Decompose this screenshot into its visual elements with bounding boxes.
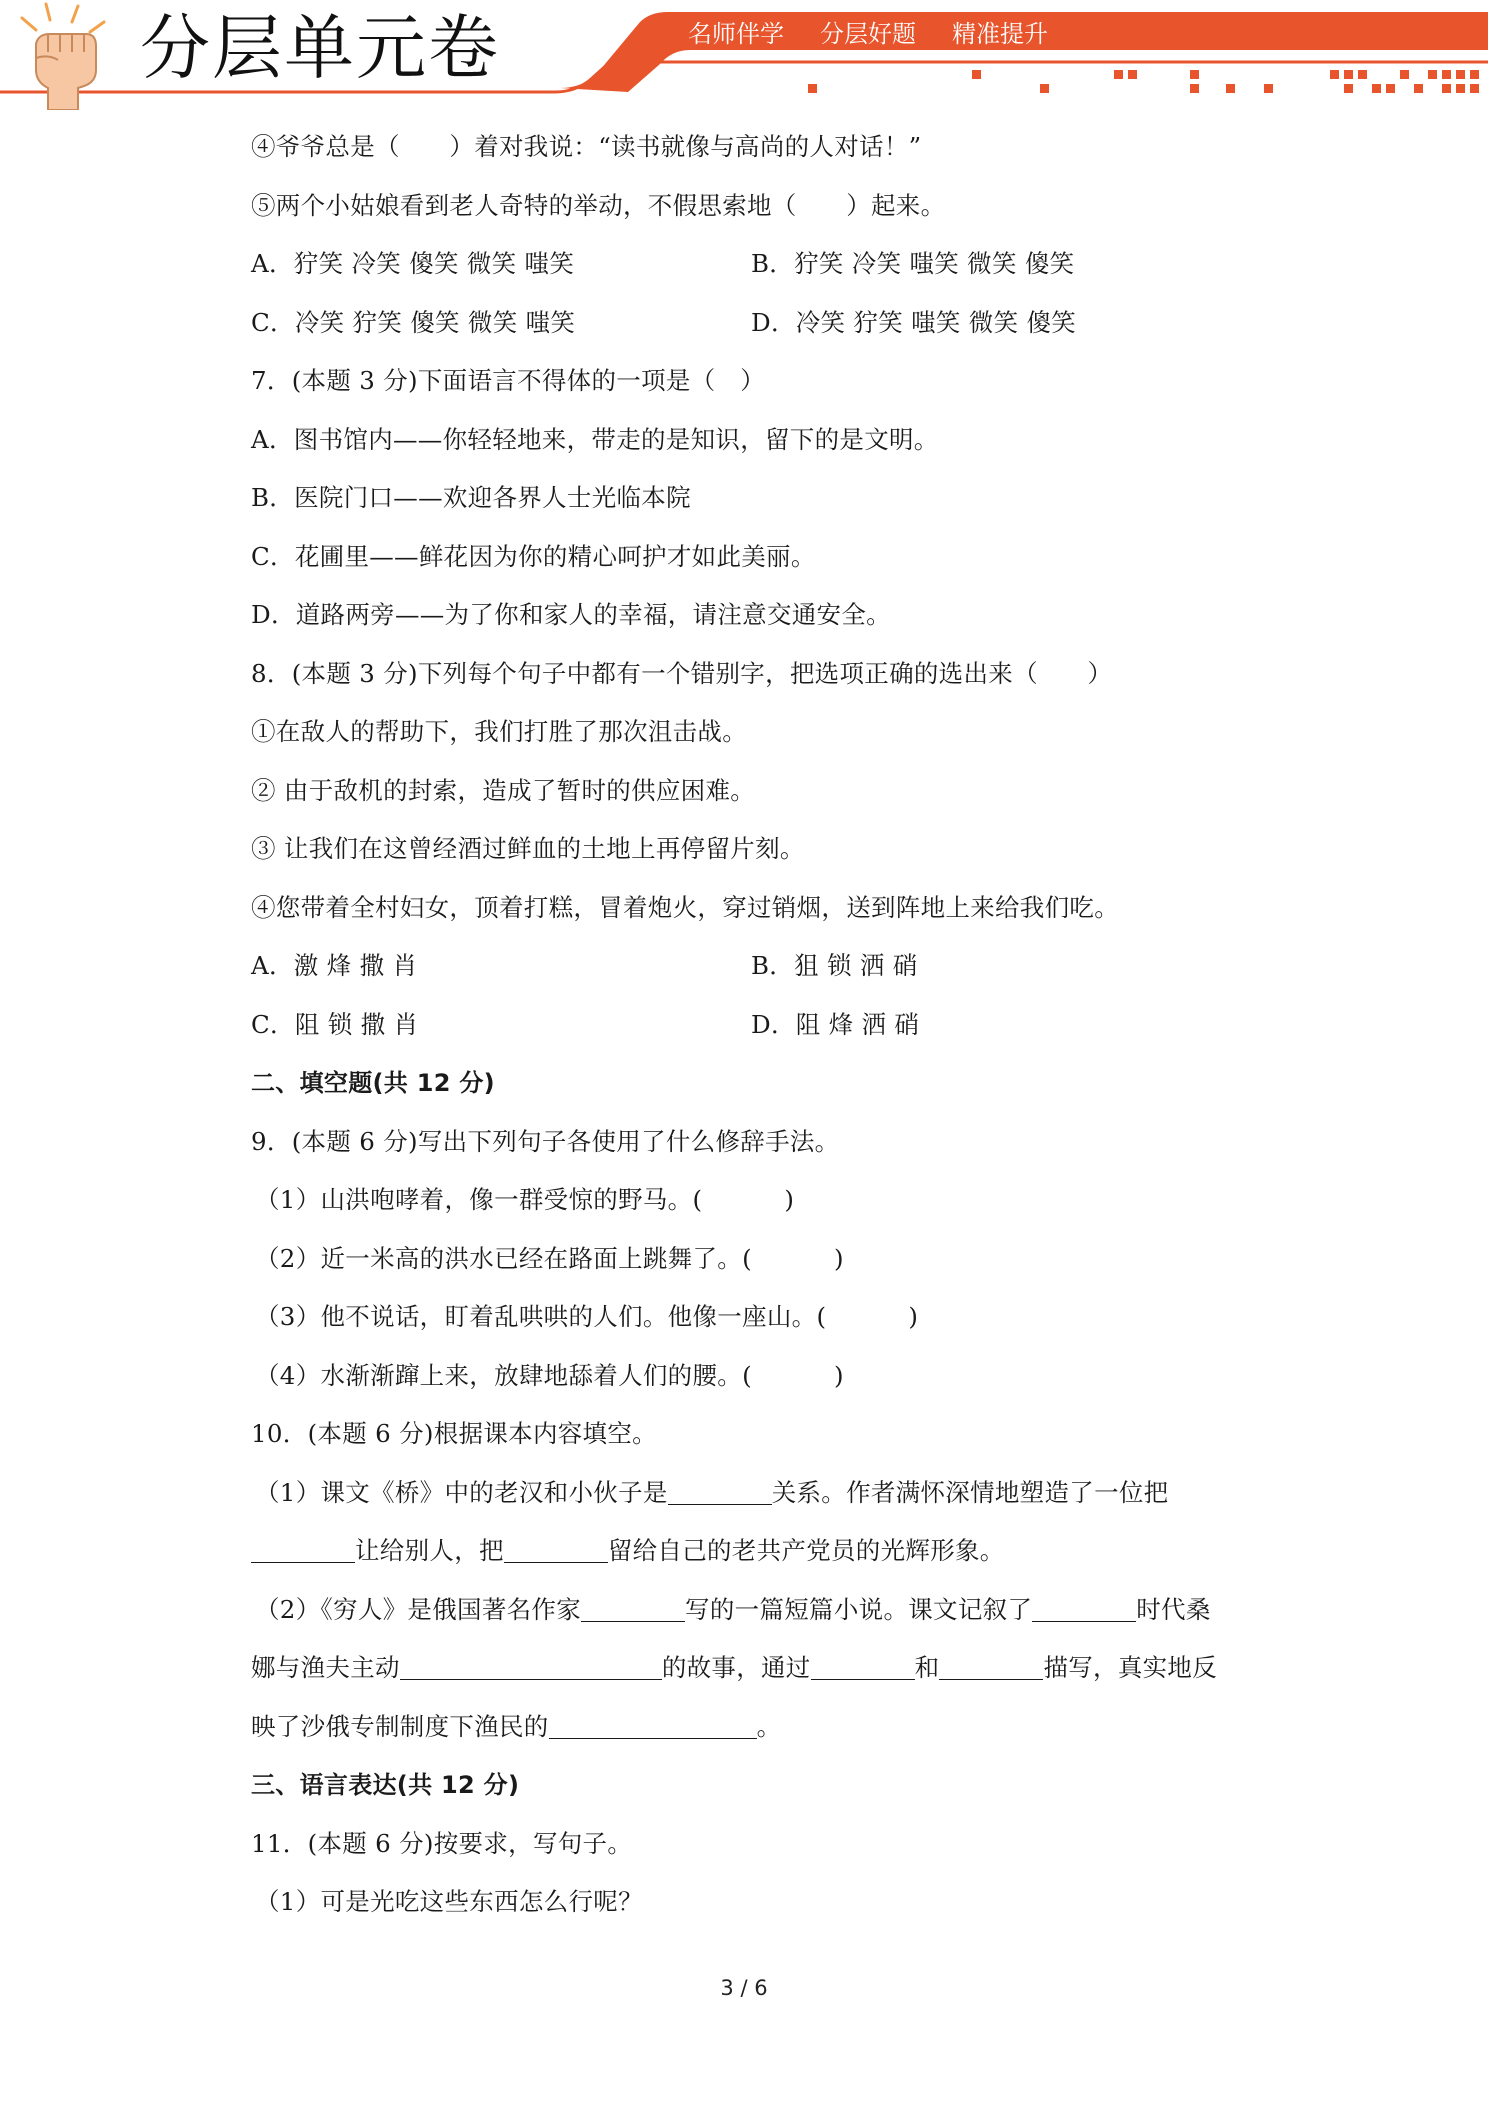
header-banner [0,0,1488,110]
q6-options-cd [251,294,1251,353]
q6-option-a[interactable]: A．狞笑 冷笑 傻笑 微笑 嗤笑 [251,249,575,278]
q10-2-text-g: 描写，真实地反 [1043,1653,1218,1682]
close-paren: ) [833,1243,844,1273]
q8-stem: 8．(本题 3 分)下列每个句子中都有一个错别字，把选项正确的选出来（ ） [251,658,1113,688]
q9-stem: 9．(本题 6 分)写出下列句子各使用了什么修辞手法。 [251,1126,840,1156]
q10-1-blank-1[interactable] [668,1480,772,1505]
q7-option-c[interactable]: C．花圃里——鲜花因为你的精心呵护才如此美丽。 [251,541,816,571]
q10-item-1-line-2 [251,1522,1251,1581]
q10-2-blank-4[interactable] [811,1655,915,1680]
q7-option-a[interactable]: A．图书馆内——你轻轻地来，带走的是知识，留下的是文明。 [251,424,939,454]
q10-item-1-line-1 [251,1464,1251,1523]
q7-option-b[interactable]: B．医院门口——欢迎各界人士光临本院 [251,483,691,512]
q8-option-d[interactable]: D．阻 烽 洒 硝 [751,1009,920,1039]
section-2-heading: 二、填空题(共 12 分) [251,1069,495,1097]
q9-item-3-text: （3）他不说话，盯着乱哄哄的人们。他像一座山。( [255,1302,827,1331]
q10-1-text-b: 关系。作者满怀深情地塑造了一位把 [771,1477,1169,1507]
q8-option-a[interactable]: A．激 烽 撒 肖 [251,951,418,980]
q8-sentence-4: ④您带着全村妇女，顶着打糕，冒着炮火，穿过销烟，送到阵地上来给我们吃。 [251,892,1119,922]
q10-2-blank-3[interactable] [400,1655,662,1680]
q10-item-2-line-1 [251,1581,1251,1640]
q9-item-2 [251,1230,1251,1289]
q9-item-2-text: （2）近一米高的洪水已经在路面上跳舞了。( [255,1243,752,1273]
q6-option-b[interactable]: B．狞笑 冷笑 嗤笑 微笑 傻笑 [751,249,1075,278]
q10-2-blank-6[interactable] [549,1714,757,1739]
q9-item-1 [251,1171,1251,1230]
q6-sentence-4: ④爷爷总是（ ）着对我说：“读书就像与高尚的人对话！” [251,132,922,161]
fist-icon [8,0,118,110]
q11-stem: 11．(本题 6 分)按要求，写句子。 [251,1828,633,1858]
q10-2-text-a: （2）《穷人》是俄国著名作家 [255,1594,582,1624]
slogan-1: 名师伴学 [688,20,784,48]
q8-sentence-3: ③ 让我们在这曾经酒过鲜血的土地上再停留片刻。 [251,834,805,863]
q10-2-text-b: 写的一篇短篇小说。课文记叙了 [685,1594,1033,1624]
q10-item-2-line-2 [251,1639,1251,1698]
q10-stem: 10．(本题 6 分)根据课本内容填空。 [251,1419,657,1448]
q10-1-blank-2[interactable] [251,1538,355,1563]
q8-option-c[interactable]: C．阻 锁 撒 肖 [251,1009,419,1039]
slogan-bar [688,14,1048,54]
q6-option-d[interactable]: D．冷笑 狞笑 嗤笑 微笑 傻笑 [751,307,1077,337]
q9-item-1-text: （1）山洪咆哮着，像一群受惊的野马。( [255,1185,703,1214]
q10-2-text-d: 娜与渔夫主动 [251,1653,400,1682]
q8-options-ab [251,937,1251,996]
q10-2-blank-2[interactable] [1032,1597,1136,1622]
q7-option-d[interactable]: D．道路两旁——为了你和家人的幸福，请注意交通安全。 [251,600,891,629]
q6-options-ab [251,235,1251,294]
slogan-2: 分层好题 [820,20,916,48]
q9-item-3 [251,1288,1251,1347]
brand-title: 分层单元卷 [140,7,500,89]
q7-stem: 7．(本题 3 分)下面语言不得体的一项是（ ） [251,366,766,395]
q10-1-text-a: （1）课文《桥》中的老汉和小伙子是 [255,1477,668,1507]
q9-item-4-text: （4）水渐渐蹿上来，放肆地舔着人们的腰。( [255,1360,752,1390]
slogan-3: 精准提升 [952,20,1048,48]
section-3-heading: 三、语言表达(共 12 分) [251,1771,520,1799]
q10-2-text-i: 。 [756,1711,782,1741]
q6-option-c[interactable]: C．冷笑 狞笑 傻笑 微笑 嗤笑 [251,307,576,337]
q10-2-blank-1[interactable] [581,1597,685,1622]
page-number: 3 / 6 [720,1976,768,2000]
close-paren: ) [833,1360,844,1390]
q8-sentence-1: ①在敌人的帮助下，我们打胜了那次沮击战。 [251,717,747,746]
q8-option-b[interactable]: B．狙 锁 洒 硝 [751,951,918,980]
q8-sentence-2: ② 由于敌机的封索，造成了暂时的供应困难。 [251,775,756,805]
q10-2-text-f: 和 [914,1653,940,1682]
q10-2-text-c: 时代桑 [1136,1594,1211,1624]
q6-sentence-5: ⑤两个小姑娘看到老人奇特的举动，不假思索地（ ）起来。 [251,190,946,220]
q10-2-text-h: 映了沙俄专制制度下渔民的 [251,1711,549,1741]
exam-content [251,118,1251,1932]
q10-2-blank-5[interactable] [939,1655,1043,1680]
q9-item-4 [251,1347,1251,1406]
q8-options-cd [251,996,1251,1055]
q10-2-text-e: 的故事，通过 [661,1653,811,1682]
close-paren: ) [908,1302,919,1331]
q10-item-2-line-3 [251,1698,1251,1757]
q10-1-text-d: 留给自己的老共产党员的光辉形象。 [607,1536,1005,1565]
q10-1-text-c: 让给别人，把 [355,1536,504,1565]
q11-item-1: （1）可是光吃这些东西怎么行呢？ [255,1887,643,1916]
q10-1-blank-3[interactable] [504,1538,608,1563]
close-paren: ) [784,1185,795,1214]
